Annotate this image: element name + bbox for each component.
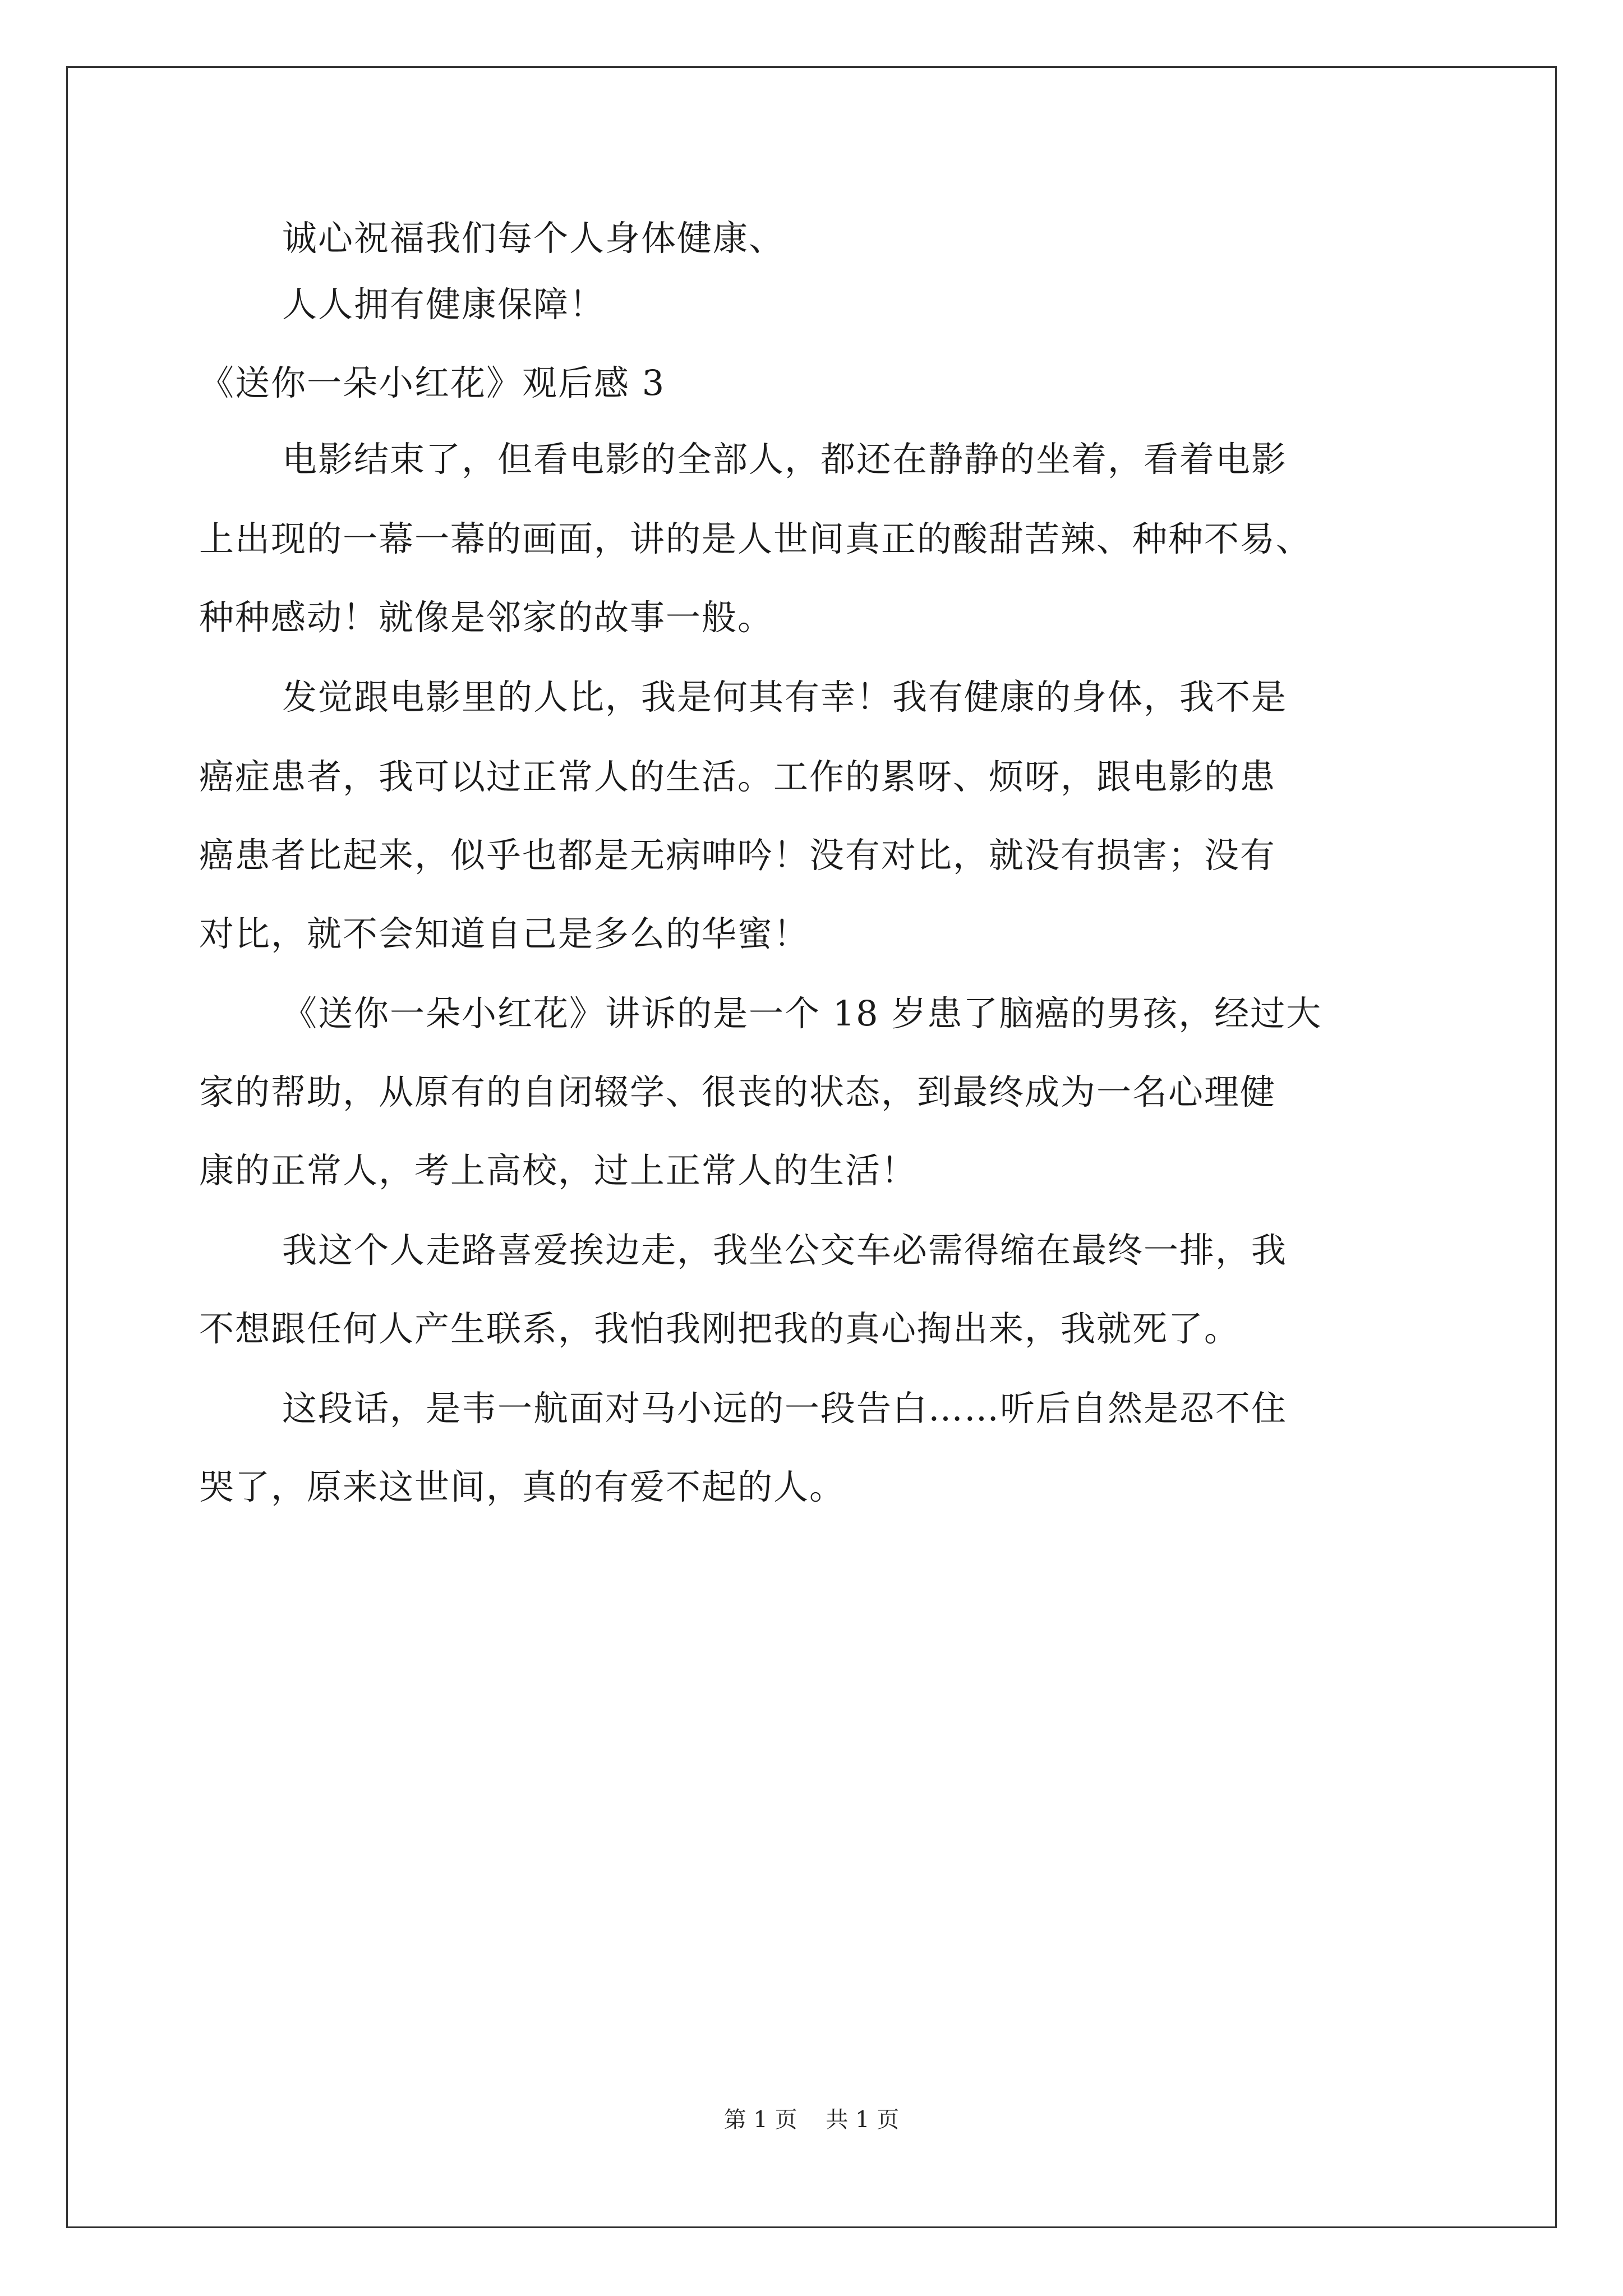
text-line: 《送你一朵小红花》讲诉的是一个 18 岁患了脑癌的男孩，经过大	[282, 993, 1322, 1034]
text-line: 上出现的一幕一幕的画面，讲的是人世间真正的酸甜苦辣、种种不易、	[199, 518, 1312, 559]
text-line: 发觉跟电影里的人比，我是何其有幸！我有健康的身体，我不是	[282, 677, 1288, 717]
page-footer: 第 1 页 共 1 页	[723, 2107, 900, 2133]
text-line: 对比，就不会知道自己是多么的华蜜！	[199, 913, 810, 954]
text-line: 电影结束了，但看电影的全部人，都还在静静的坐着，看着电影	[282, 439, 1288, 480]
text-line: 种种感动！就像是邻家的故事一般。	[199, 597, 774, 638]
text-line: 癌患者比起来，似乎也都是无病呻吟！没有对比，就没有损害；没有	[199, 835, 1276, 876]
text-line: 这段话，是韦一航面对马小远的一段告白……听后自然是忍不住	[282, 1388, 1288, 1429]
text-line: 《送你一朵小红花》观后感 3	[199, 362, 666, 403]
text-line: 诚心祝福我们每个人身体健康、	[282, 218, 785, 259]
text-line: 康的正常人，考上高校，过上正常人的生活！	[199, 1150, 917, 1191]
text-line: 癌症患者，我可以过正常人的生活。工作的累呀、烦呀，跟电影的患	[199, 756, 1276, 797]
text-line: 人人拥有健康保障！	[282, 284, 606, 325]
text-line: 哭了，原来这世间，真的有爱不起的人。	[199, 1466, 846, 1507]
text-line: 我这个人走路喜爱挨边走，我坐公交车必需得缩在最终一排，我	[282, 1230, 1288, 1271]
text-line: 家的帮助，从原有的自闭辍学、很丧的状态，到最终成为一名心理健	[199, 1071, 1276, 1112]
text-line: 不想跟任何人产生联系，我怕我刚把我的真心掏出来，我就死了。	[199, 1308, 1241, 1349]
